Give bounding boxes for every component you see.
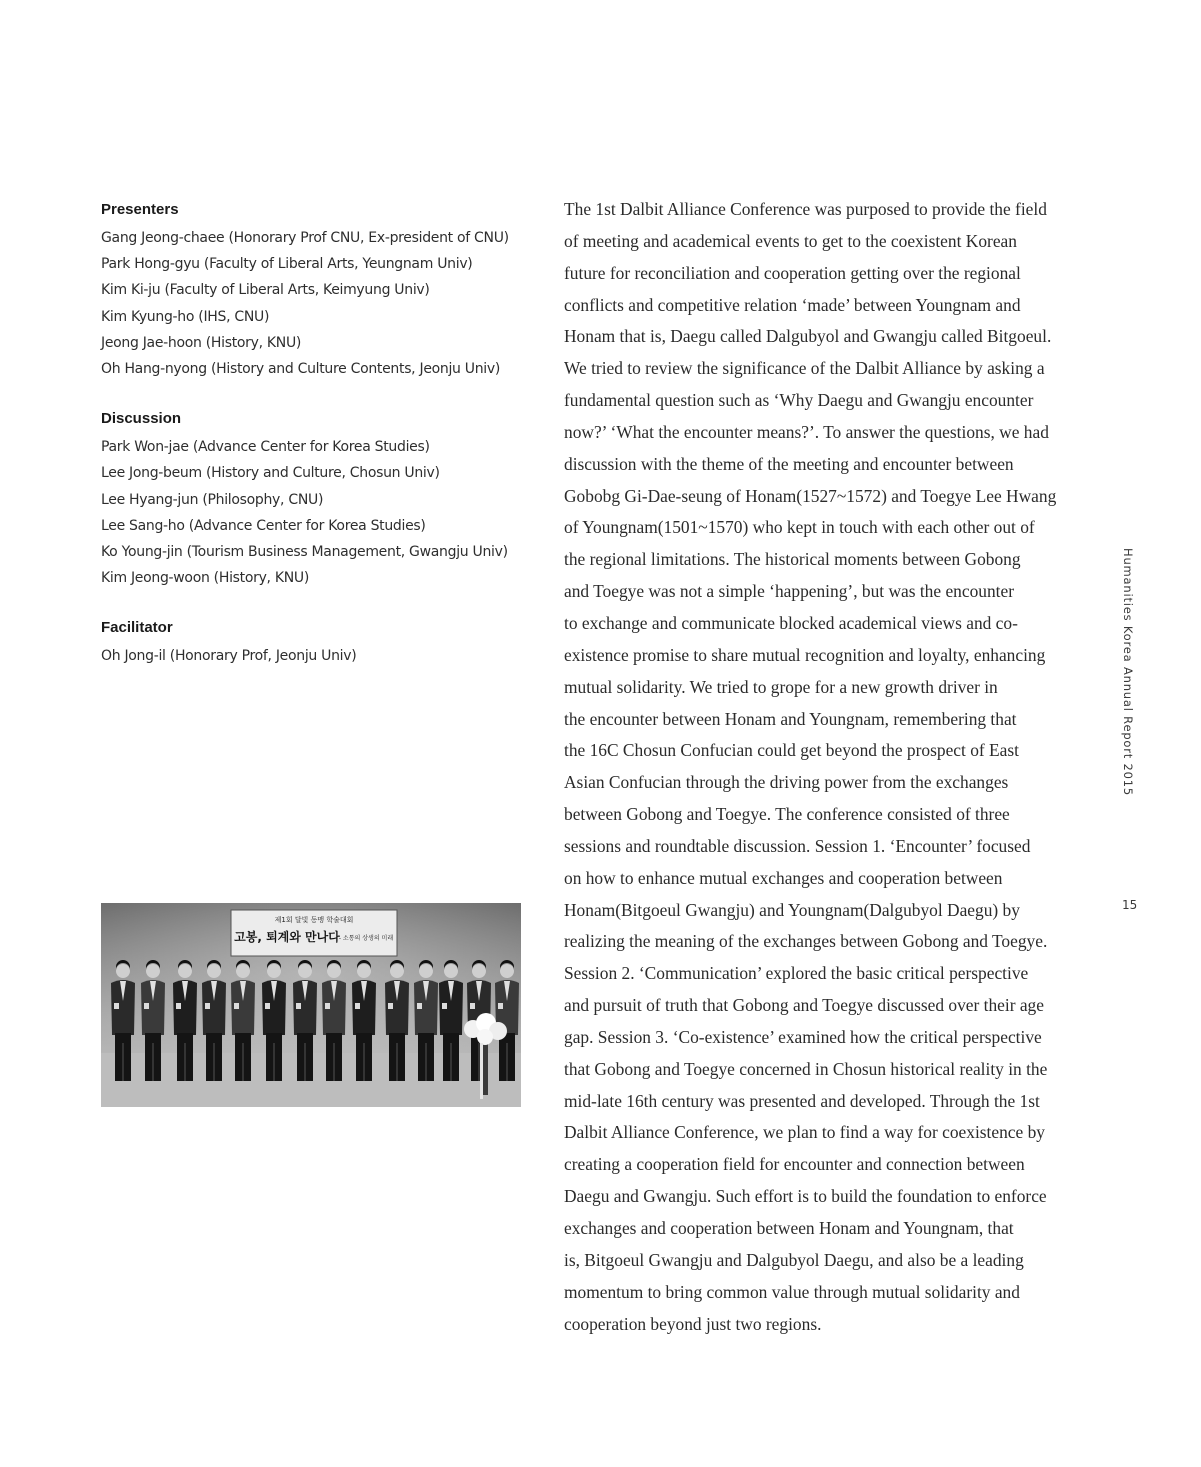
body-text-line: existence promise to share mutual recognition and loyalty, enhancing	[564, 644, 1046, 665]
discussion-section	[101, 408, 541, 591]
body-text-line: the encounter between Honam and Youngnam, remembering that	[564, 708, 1017, 729]
presenter-name: Jeong Jae-hoon (History, KNU)	[101, 334, 302, 351]
group-photo-illustration	[101, 903, 521, 1107]
facilitator-name: Oh Jong-il (Honorary Prof, Jeonju Univ)	[101, 648, 357, 665]
body-text-line: Dalbit Alliance Conference, we plan to find a way for coexistence by	[564, 1122, 1045, 1143]
discussant-name: Ko Young-jin (Tourism Business Management, Gwangju Univ)	[101, 544, 508, 561]
body-text-line: between Gobong and Toegye. The conference consisted of three	[564, 804, 1010, 825]
discussant-name: Park Won-jae (Advance Center for Korea Studies)	[101, 439, 430, 456]
presenter-name: Kim Kyung-ho (IHS, CNU)	[101, 308, 270, 325]
discussant-name: Kim Jeong-woon (History, KNU)	[101, 570, 310, 587]
body-text-line: Honam that is, Daegu called Dalgubyol and Gwangju called Bitgoeul.	[564, 326, 1052, 347]
facilitator-heading: Facilitator	[101, 619, 173, 637]
body-text-line: conflicts and competitive relation ‘made’ between Youngnam and	[564, 294, 1021, 315]
body-text-line: on how to enhance mutual exchanges and cooperation between	[564, 867, 1003, 888]
discussant-name: Lee Hyang-jun (Philosophy, CNU)	[101, 491, 324, 508]
body-text-line: Asian Confucian through the driving power from the exchanges	[564, 772, 1009, 793]
body-text-line: now?’ ‘What the encounter means?’. To answer the questions, we had	[564, 421, 1049, 442]
body-text-line: of Youngnam(1501~1570) who kept in touch with each other out of	[564, 517, 1035, 538]
body-text-line: realizing the meaning of the exchanges between Gobong and Toegye.	[564, 931, 1048, 952]
body-text-line: Honam(Bitgoeul Gwangju) and Youngnam(Dalgubyol Daegu) by	[564, 899, 1020, 920]
body-text-line: that Gobong and Toegye concerned in Chosun historical reality in the	[564, 1058, 1048, 1079]
body-text-line: is, Bitgoeul Gwangju and Dalgubyol Daegu, and also be a leading	[564, 1249, 1024, 1270]
credits-column	[101, 199, 541, 696]
presenters-heading: Presenters	[101, 201, 179, 218]
body-text-line: discussion with the theme of the meeting and encounter between	[564, 453, 1014, 474]
body-text-line: The 1st Dalbit Alliance Conference was purposed to provide the field	[564, 199, 1047, 219]
presenter-name: Oh Hang-nyong (History and Culture Contents, Jeonju Univ)	[101, 361, 501, 378]
body-text-line: creating a cooperation field for encounter and connection between	[564, 1154, 1025, 1175]
body-text-line: future for reconciliation and cooperation getting over the regional	[564, 262, 1021, 283]
body-text-line: the 16C Chosun Confucian could get beyond the prospect of East	[564, 740, 1019, 761]
body-text-line: Session 2. ‘Communication’ explored the basic critical perspective	[564, 963, 1029, 984]
body-text-line: exchanges and cooperation between Honam and Youngnam, that	[564, 1218, 1014, 1238]
report-side-title: Humanities Korea Annual Report 2015	[1121, 548, 1135, 797]
presenter-name: Kim Ki-ju (Faculty of Liberal Arts, Keimyung Univ)	[101, 282, 430, 299]
body-text-line: the regional limitations. The historical moments between Gobong	[564, 549, 1021, 570]
page-number: 15	[1122, 898, 1138, 912]
body-text-line: Gobobg Gi-Dae-seung of Honam(1527~1572) and Toegye Lee Hwang	[564, 485, 1057, 506]
article-body	[564, 194, 1104, 1340]
body-text-line: fundamental question such as ‘Why Daegu and Gwangju encounter	[564, 390, 1034, 411]
presenter-name: Gang Jeong-chaee (Honorary Prof CNU, Ex-president of CNU)	[101, 230, 509, 246]
discussion-heading: Discussion	[101, 410, 182, 428]
discussant-name: Lee Sang-ho (Advance Center for Korea Studies)	[101, 517, 426, 534]
body-text-line: gap. Session 3. ‘Co-existence’ examined how the critical perspective	[564, 1026, 1042, 1047]
presenters-section	[101, 199, 541, 382]
body-text-line: to exchange and communicate blocked academical views and co-	[564, 612, 1018, 633]
body-text-line: We tried to review the significance of the Dalbit Alliance by asking a	[564, 358, 1045, 379]
body-text-line: of meeting and academical events to get to the coexistent Korean	[564, 230, 1017, 251]
facilitator-section	[101, 617, 541, 669]
body-text-line: and Toegye was not a simple ‘happening’, but was the encounter	[564, 581, 1015, 602]
presenter-name: Park Hong-gyu (Faculty of Liberal Arts, Yeungnam Univ)	[101, 256, 473, 273]
body-text-line: mid-late 16th century was presented and developed. Through the 1st	[564, 1090, 1040, 1111]
banner-line2: 고봉, 퇴계와 만나다	[234, 930, 340, 944]
body-text-line: and pursuit of truth that Gobong and Toegye discussed over their age	[564, 995, 1044, 1016]
body-text-line: cooperation beyond just two regions.	[564, 1313, 822, 1334]
conference-group-photo	[101, 903, 521, 1107]
body-text-line: sessions and roundtable discussion. Session 1. ‘Encounter’ focused	[564, 835, 1031, 856]
banner-line2-sub: - 소통의 상생의 미래	[338, 935, 394, 942]
body-text-line: mutual solidarity. We tried to grope for a new growth driver in	[564, 676, 998, 697]
discussant-name: Lee Jong-beum (History and Culture, Chosun Univ)	[101, 465, 440, 482]
body-text-line: Daegu and Gwangju. Such effort is to build the foundation to enforce	[564, 1186, 1047, 1207]
body-text-line: momentum to bring common value through mutual solidarity and	[564, 1281, 1020, 1302]
banner-line1: 제1회 달빛 동맹 학술대회	[274, 916, 354, 924]
